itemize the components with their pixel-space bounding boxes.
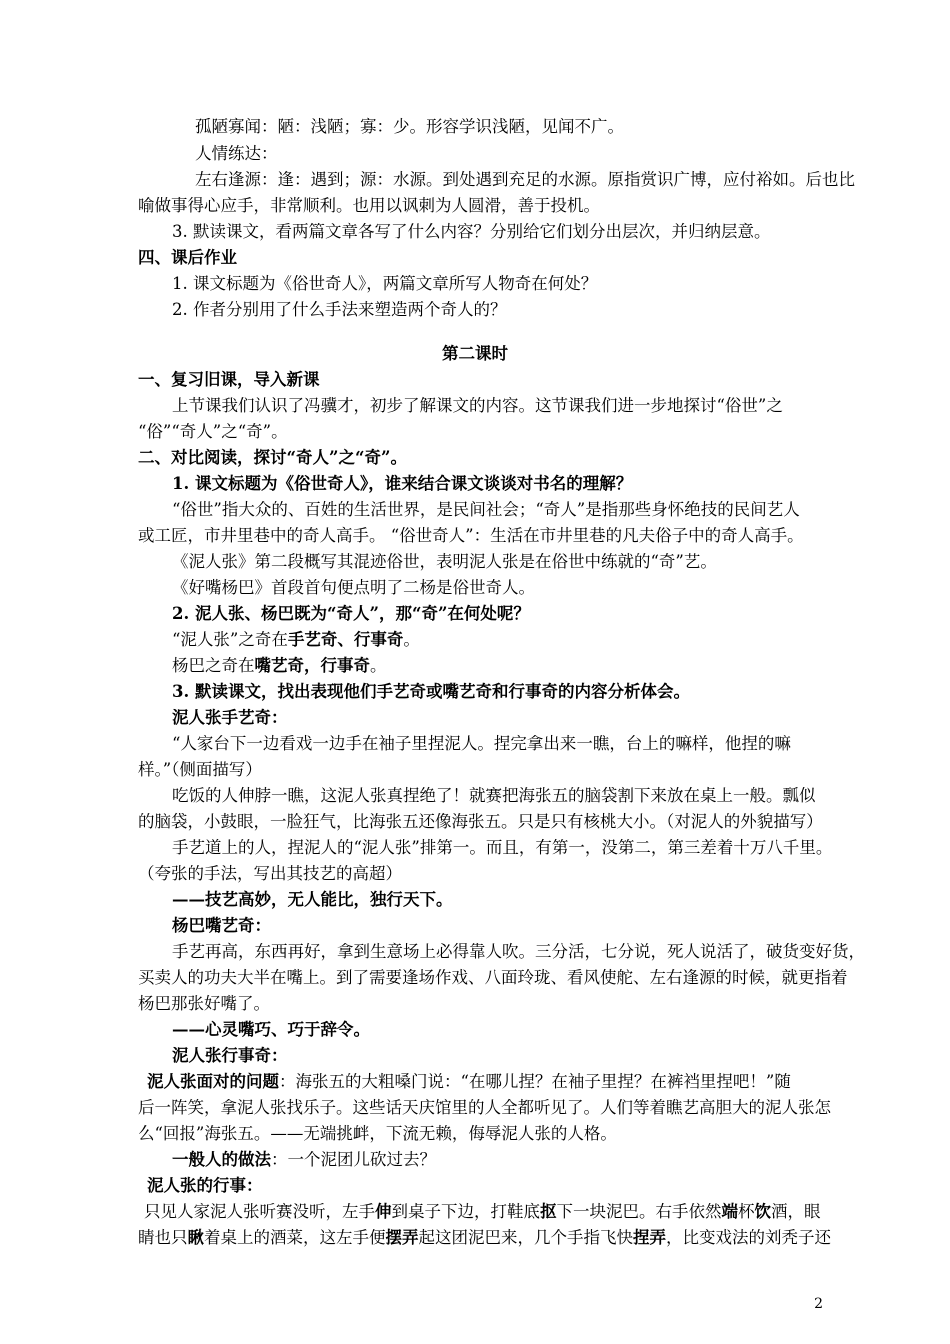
yangba-para-3: 杨巴那张好嘴了。 [138,994,270,1013]
bold-span: 伸 [375,1202,392,1221]
subheading-niren-action: 泥人张的行事： [147,1176,263,1195]
niren-summary: ——技艺高妙，无人能比，独行天下。 [172,890,453,909]
text-span: ：海张五的大粗嗓门说：“在哪儿捏？在袖子里捏？在裤裆里捏吧！”随 [279,1072,791,1091]
lesson-title: 第二课时 [442,344,508,363]
section-heading-compare: 二、对比阅读，探讨“奇人”之“奇”。 [138,448,407,467]
gloss-zuoyou-1: 左右逢源：逢：遇到；源：水源。到处遇到充足的水源。原指赏识广博，应付裕如。后也比 [195,170,855,189]
answer-1-line-1: “俗世”指大众的、百姓的生活世界，是民间社会；“奇人”是指那些身怀绝技的民间艺人 [172,500,800,519]
yangba-summary: ——心灵嘴巧、巧于辞令。 [172,1020,370,1039]
bold-span: 摆弄 [385,1228,419,1247]
normal-approach [172,1147,436,1173]
bold-span: 手艺奇、行事奇 [287,630,404,649]
answer-1-line-2: 或工匠，市井里巷中的奇人高手。 “俗世奇人”：生活在市井里巷的凡夫俗子中的奇人高手。 [138,526,804,545]
text-span: 只见人家泥人张听赛没听，左手 [144,1202,375,1221]
text-span: “泥人张”之奇在 [172,630,288,649]
page-number: 2 [814,1296,823,1312]
problem-line-2: 后一阵笑，拿泥人张找乐子。这些话天庆馆里的人全都听见了。人们等着瞧艺高胆大的泥人张怎 [138,1098,831,1117]
action-line-2 [138,1225,831,1251]
subheading-yangba: 杨巴嘴艺奇： [172,916,271,935]
text-span: 着桌上的酒菜，这左手便 [204,1228,386,1247]
text-span: 起这团泥巴来，几个手指飞快 [418,1228,633,1247]
bold-span: 端 [721,1202,738,1221]
niren-para-4: （夸张的手法，写出其技艺的高超） [138,864,402,883]
text-span: 睛也只 [138,1228,188,1247]
gloss-renqing: 人情练达： [195,144,278,163]
homework-2: 2. 作者分别用了什么手法来塑造两个奇人的？ [172,300,507,319]
bold-span: 一般人的做法 [172,1150,271,1169]
review-text-1: 上节课我们认识了冯骥才，初步了解课文的内容。这节课我们进一步地探讨“俗世”之 [172,396,783,415]
problem-line-1 [147,1069,791,1095]
text-span: 杨巴之奇在 [172,656,255,675]
text-span: ：一个泥团儿砍过去？ [271,1150,436,1169]
niren-quote-2: 样。”（侧面描写） [138,760,262,779]
text-span: ，比变戏法的刘秃子还 [666,1228,831,1247]
niren-quote-1: “人家台下一边看戏一边手在袖子里捏泥人。捏完拿出来一瞧，台上的嘛样，他捏的嘛 [172,734,791,753]
bold-span: 泥人张面对的问题 [147,1072,279,1091]
answer-1-line-3: 《泥人张》第二段概写其混迹俗世，表明泥人张是在俗世中练就的“奇”艺。 [172,552,717,571]
question-3: 3. 默读课文，找出表现他们手艺奇或嘴艺奇和行事奇的内容分析体会。 [172,682,690,701]
text-span: 到桌子下边，打鞋底 [391,1202,540,1221]
niren-para-3: 手艺道上的人，捏泥人的“泥人张”排第一。而且，有第一，没第二，第三差着十万八千里。 [172,838,833,857]
question-2: 2. 泥人张、杨巴既为“奇人”，那“奇”在何处呢？ [172,604,530,623]
bold-span: 捏弄 [633,1228,666,1247]
question-1: 1. 课文标题为《俗世奇人》，谁来结合课文谈谈对书名的理解？ [172,474,633,493]
homework-1: 1. 课文标题为《俗世奇人》，两篇文章所写人物奇在何处？ [172,274,598,293]
bold-span: 抠 [540,1202,557,1221]
bold-span: 嘴艺奇，行事奇 [254,656,370,675]
bold-span: 饮 [754,1202,771,1221]
subheading-niren-deed: 泥人张行事奇： [172,1046,288,1065]
gloss-zuoyou-2: 喻做事得心应手，非常顺利。也用以讽刺为人圆滑，善于投机。 [138,196,600,215]
action-line-1 [144,1199,821,1225]
review-text-2: “俗”“奇人”之“奇”。 [138,422,288,441]
answer-1-line-4: 《好嘴杨巴》首段首句便点明了二杨是俗世奇人。 [172,578,535,597]
section-heading-review: 一、复习旧课，导入新课 [138,370,320,389]
yangba-para-1: 手艺再高，东西再好，拿到生意场上必得靠人吹。三分活，七分说，死人说活了，破货变好货， [172,942,865,961]
task-3: 3. 默读课文，看两篇文章各写了什么内容？分别给它们划分出层次，并归纳层意。 [172,222,771,241]
text-span: 杯 [738,1202,755,1221]
text-span: 。 [370,656,387,675]
answer-2-line-2 [172,653,387,679]
bold-span: 瞅 [187,1228,204,1247]
niren-para-2: 的脑袋，小鼓眼，一脸狂气，比海张五还像海张五。只是只有核桃大小。（对泥人的外貌描写） [138,812,823,831]
text-span: 。 [403,630,420,649]
problem-line-3: 么“回报”海张五。——无端挑衅，下流无赖，侮辱泥人张的人格。 [138,1124,617,1143]
gloss-gulou: 孤陋寡闻：陋：浅陋；寡：少。形容学识浅陋，见闻不广。 [195,117,624,136]
text-span: 酒，眼 [771,1202,821,1221]
niren-para-1: 吃饭的人伸脖一瞧，这泥人张真捏绝了！就赛把海张五的脑袋割下来放在桌上一般。瓢似 [172,786,816,805]
section-heading-homework: 四、课后作业 [138,248,237,267]
yangba-para-2: 买卖人的功夫大半在嘴上。到了需要逢场作戏、八面玲珑、看风使舵、左右逢源的时候，就更指着 [138,968,848,987]
answer-2-line-1 [172,627,420,653]
subheading-niren-skill: 泥人张手艺奇： [172,708,288,727]
text-span: 下一块泥巴。右手依然 [556,1202,722,1221]
